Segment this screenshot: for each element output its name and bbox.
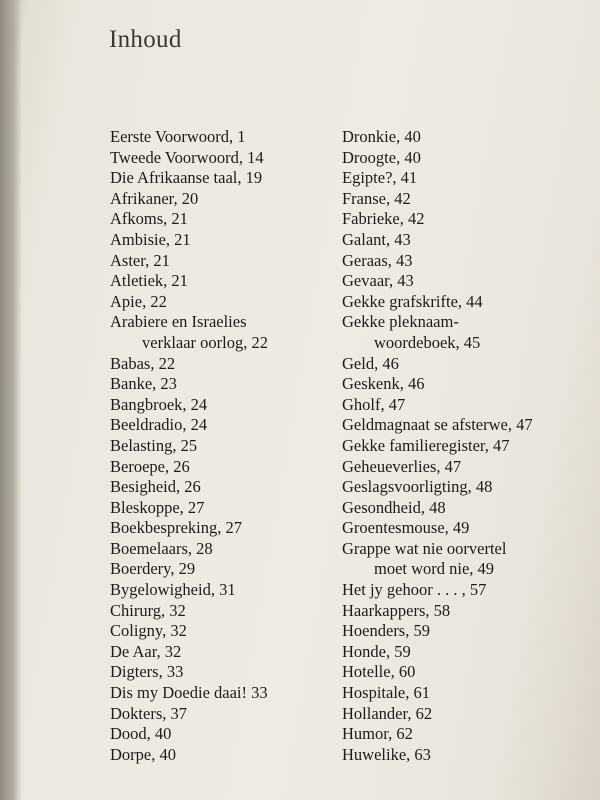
toc-entry: Bangbroek, 24 [110,394,208,414]
toc-entry: Apie, 22 [110,291,167,311]
toc-entry: Bygelowigheid, 31 [110,580,236,600]
toc-entry: Arabiere en Israelies [110,312,247,332]
toc-entry: Geskenk, 46 [342,374,425,394]
page-title: Inhoud [109,26,182,53]
book-spine-shadow [0,0,22,800]
toc-entry: Besigheid, 26 [110,477,201,497]
toc-entry: Beroepe, 26 [110,456,190,476]
toc-entry: Fabrieke, 42 [342,209,425,229]
toc-entry: Gekke grafskrifte, 44 [342,291,483,311]
toc-entry: Hospitale, 61 [342,683,430,703]
toc-entry: Atletiek, 21 [110,271,188,291]
toc-entry: Geheueverlies, 47 [342,456,462,476]
toc-entry: Coligny, 32 [110,621,187,641]
toc-entry: Geld, 46 [342,353,399,373]
toc-left-column [110,127,268,765]
toc-entry: Digters, 33 [110,662,184,682]
toc-entry: Belasting, 25 [110,435,198,455]
toc-entry: Grappe wat nie oorvertel [342,538,507,558]
toc-entry: Groentesmouse, 49 [342,518,470,538]
toc-entry: Chirurg, 32 [110,600,186,620]
toc-entry: Droogte, 40 [342,147,421,167]
toc-entry: Gekke familieregister, 47 [342,435,510,455]
toc-entry: Bleskoppe, 27 [110,497,205,517]
toc-entry: Egipte?, 41 [342,168,418,188]
toc-entry: Hollander, 62 [342,703,433,723]
toc-entry: Hotelle, 60 [342,662,416,682]
toc-entry: Geraas, 43 [342,250,413,270]
toc-entry: Banke, 23 [110,374,177,394]
toc-entry: Humor, 62 [342,724,413,744]
toc-entry: Boerdery, 29 [110,559,196,579]
toc-entry: Galant, 43 [342,229,411,249]
toc-entry: Ambisie, 21 [110,229,191,249]
toc-entry: Babas, 22 [110,353,176,373]
toc-entry: Gholf, 47 [342,394,406,414]
toc-entry: Afrikaner, 20 [110,188,199,208]
toc-entry: Die Afrikaanse taal, 19 [110,168,263,188]
toc-entry: Franse, 42 [342,188,411,208]
toc-entry: Gevaar, 43 [342,271,414,291]
toc-entry: moet word nie, 49 [374,559,495,579]
toc-entry: Hoenders, 59 [342,621,430,641]
toc-right-column [342,127,533,765]
toc-entry: verklaar oorlog, 22 [142,332,268,352]
toc-entry: Haarkappers, 58 [342,600,451,620]
toc-entry: Gekke pleknaam- [342,312,459,332]
toc-entry: Dokters, 37 [110,703,187,723]
toc-entry: Afkoms, 21 [110,209,188,229]
toc-entry: Eerste Voorwoord, 1 [110,127,246,146]
toc-entry: Aster, 21 [110,250,170,270]
toc-entry: Beeldradio, 24 [110,415,208,435]
toc-entry: Honde, 59 [342,641,411,661]
toc-entry: Geldmagnaat se afsterwe, 47 [342,415,533,435]
toc-entry: Boemelaars, 28 [110,538,213,558]
toc-entry: Dood, 40 [110,724,172,744]
toc-entry: Het jy gehoor . . . , 57 [342,580,487,600]
toc-entry: De Aar, 32 [110,641,182,661]
toc-entry: Huwelike, 63 [342,744,431,764]
toc-entry: Tweede Voorwoord, 14 [110,147,264,167]
toc-entry: Gesondheid, 48 [342,497,446,517]
toc-entry: Dis my Doedie daai! 33 [110,683,268,703]
toc-entry: Geslagsvoorligting, 48 [342,477,493,497]
toc-entry: Dorpe, 40 [110,744,176,764]
toc-entry: Boekbespreking, 27 [110,518,242,538]
toc-entry: woordeboek, 45 [374,332,481,352]
toc-entry: Dronkie, 40 [342,127,421,146]
